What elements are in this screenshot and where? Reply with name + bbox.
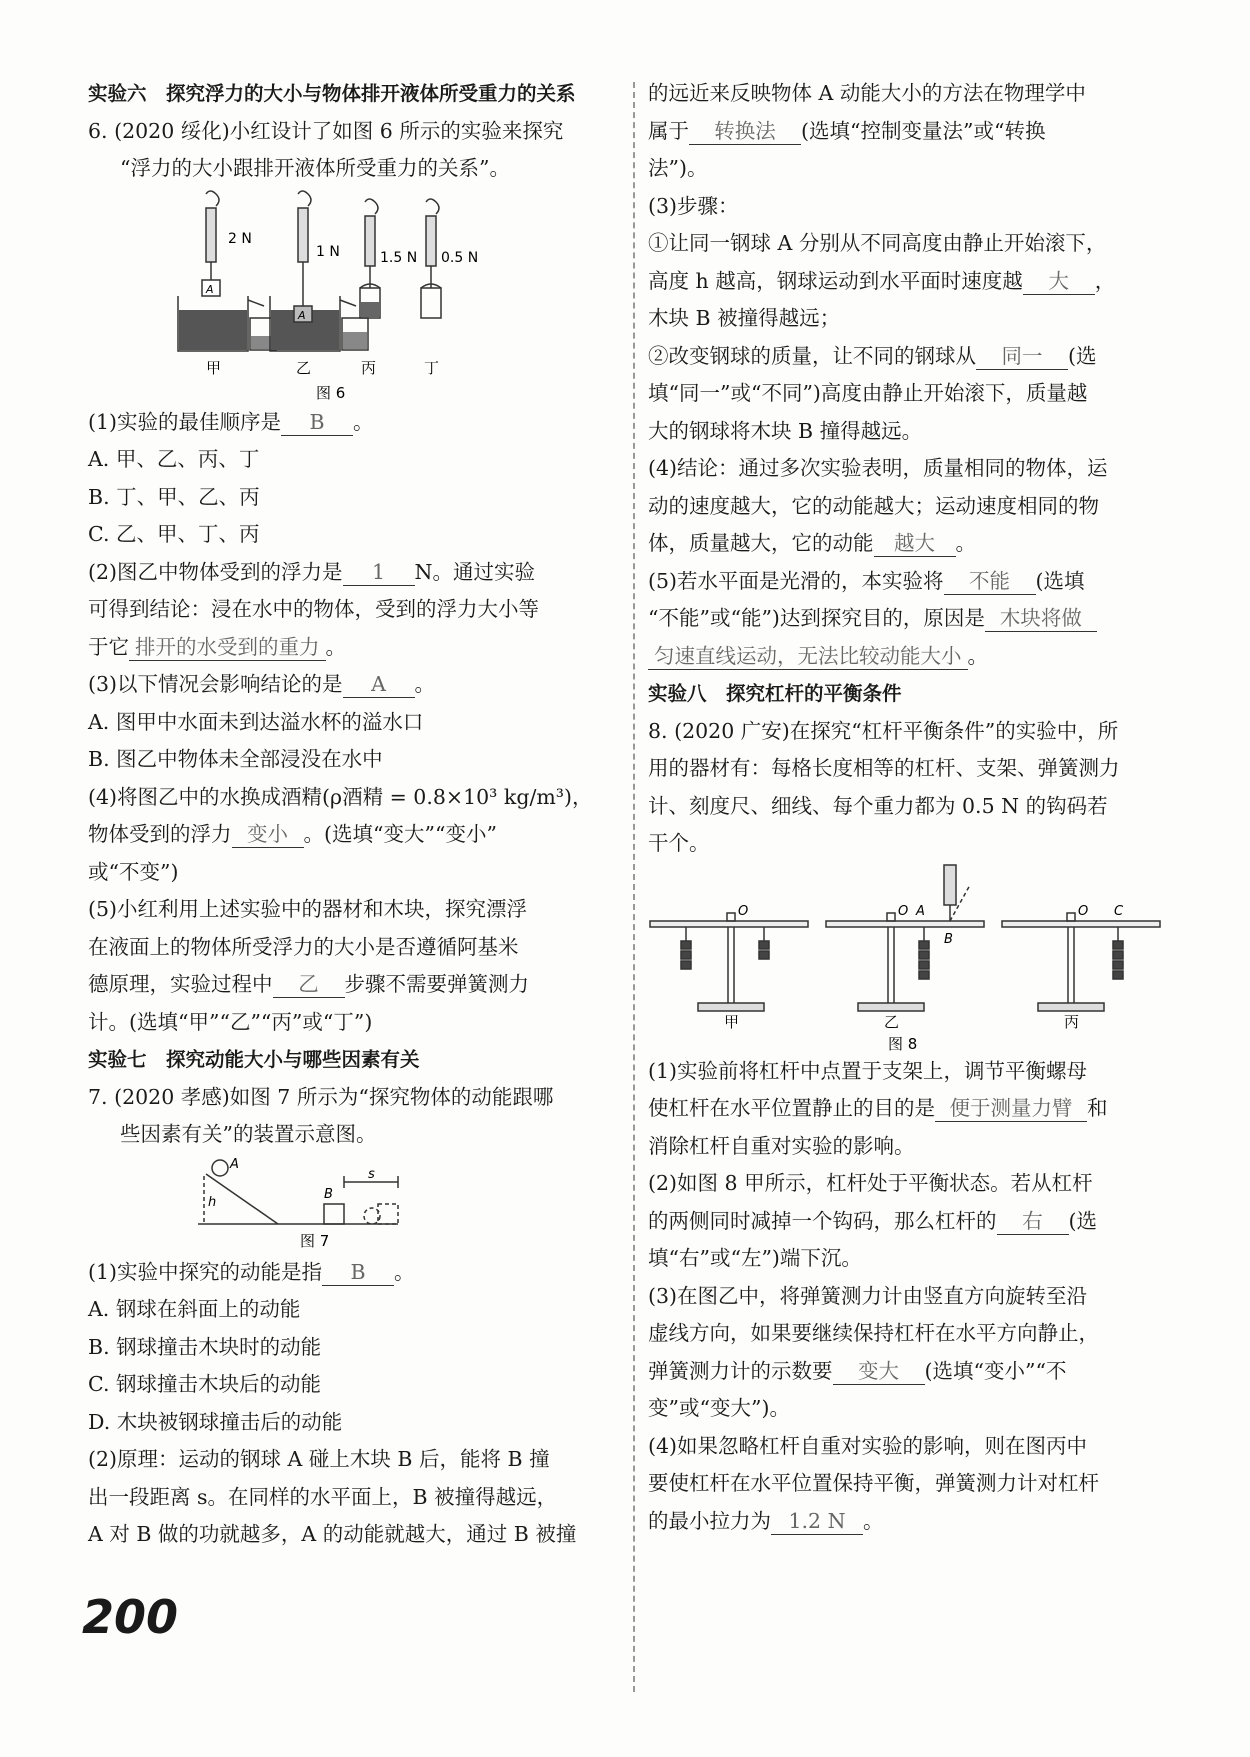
answer-blank: 变小 [232, 821, 304, 848]
question-text: 使杠杆在水平位置静止的目的是 便于测量力臂 和 [648, 1096, 1108, 1120]
figure-8-drawing [648, 863, 1168, 1053]
question-text: (4)如果忽略杠杆自重对实验的影响，则在图丙中 [648, 1433, 1088, 1458]
answer-blank: 木块将做 [985, 605, 1097, 632]
answer-blank: 乙 [273, 971, 345, 998]
question-text: 德原理，实验过程中 乙 步骤不需要弹簧测力 [88, 972, 529, 996]
question-text: 法”)。 [648, 156, 708, 180]
question-text: 填“右”或“左”)端下沉。 [648, 1246, 862, 1270]
question-text: (5)若水平面是光滑的，本实验将 不能 (选填 [648, 568, 1085, 593]
diagram-label: B [324, 1186, 333, 1202]
answer-blank: 不能 [944, 568, 1036, 595]
step-label: 丙 [1064, 1012, 1080, 1031]
question-text: (2)如图 8 甲所示，杠杆处于平衡状态。若从杠杆 [648, 1171, 1093, 1195]
answer-blank: A [343, 671, 415, 698]
question-text: 体，质量越大，它的动能 越大 。 [648, 531, 976, 555]
section-title: 实验七 探究动能大小与哪些因素有关 [88, 1048, 420, 1071]
answer-blank: 越大 [874, 530, 956, 557]
question-text: 或“不变”) [88, 859, 179, 884]
question-text: 8. (2020 广安)在探究“杠杆平衡条件”的实验中，所 [648, 718, 1119, 743]
diagram-label: s [368, 1166, 375, 1182]
answer-blank: 同一 [976, 343, 1068, 370]
question-text: (2)图乙中物体受到的浮力是 1 N。通过实验 [88, 559, 535, 584]
option: B. 丁、甲、乙、丙 [88, 484, 260, 509]
question-text: 虚线方向，如果要继续保持杠杆在水平方向静止， [648, 1321, 1099, 1345]
question-text: 6. (2020 绥化)小红设计了如图 6 所示的实验来探究 [88, 118, 564, 143]
answer-blank: 转换法 [689, 118, 801, 145]
answer-blank: 1.2 N [771, 1508, 863, 1535]
reading-label: 2 N [228, 230, 252, 247]
question-text: (1)实验中探究的动能是指 B 。 [88, 1259, 415, 1284]
question-text: 些因素有关”的装置示意图。 [120, 1122, 377, 1146]
question-text: 变”或“变大”)。 [648, 1396, 790, 1420]
question-text: ①让同一钢球 A 分别从不同高度由静止开始滚下， [648, 231, 1107, 255]
object-label: A [206, 282, 214, 296]
question-text: A 对 B 做的功就越多，A 的动能就越大，通过 B 被撞 [88, 1522, 577, 1546]
point-label: O [738, 903, 749, 919]
section-title: 实验六 探究浮力的大小与物体排开液体所受重力的关系 [88, 82, 576, 105]
answer-blank: B [281, 409, 353, 436]
question-text: 物体受到的浮力 变小 。(选填“变大”“变小” [88, 822, 497, 846]
question-text: (5)小红利用上述实验中的器材和木块，探究漂浮 [88, 897, 528, 921]
figure-caption: 图 8 [888, 1034, 918, 1053]
figure-caption: 图 7 [300, 1231, 330, 1250]
option: C. 乙、甲、丁、丙 [88, 522, 260, 546]
answer-blank: B [322, 1259, 394, 1286]
option: A. 钢球在斜面上的动能 [88, 1297, 301, 1321]
question-text: 消除杠杆自重对实验的影响。 [648, 1133, 915, 1158]
question-text: 的两侧同时减掉一个钩码，那么杠杆的 右 (选 [648, 1208, 1097, 1233]
figure-8 [648, 863, 1168, 1053]
column-divider [633, 82, 635, 1692]
question-text: 的最小拉力为 1.2 N 。 [648, 1508, 884, 1533]
question-text: (1)实验的最佳顺序是 B 。 [88, 409, 374, 434]
question-text: (4)结论：通过多次实验表明，质量相同的物体，运 [648, 456, 1108, 480]
section-title: 实验八 探究杠杆的平衡条件 [648, 682, 902, 705]
question-text: 7. (2020 孝感)如图 7 所示为“探究物体的动能跟哪 [88, 1084, 554, 1109]
step-label: 丁 [424, 358, 440, 377]
question-text: 出一段距离 s。在同样的水平面上，B 被撞得越远， [88, 1484, 558, 1509]
question-text: 的远近来反映物体 A 动能大小的方法在物理学中 [648, 81, 1086, 105]
question-text: (1)实验前将杠杆中点置于支架上，调节平衡螺母 [648, 1058, 1088, 1083]
option: A. 图甲中水面未到达溢水杯的溢水口 [88, 709, 424, 734]
object-label: A [298, 308, 306, 322]
diagram-label: h [208, 1194, 217, 1210]
point-label: B [944, 931, 953, 947]
question-text: 填“同一”或“不同”)高度由静止开始滚下，质量越 [648, 381, 1088, 405]
question-text: 计、刻度尺、细线、每个重力都为 0.5 N 的钩码若 [648, 793, 1108, 818]
figure-7-drawing [88, 1154, 608, 1254]
question-text: 可得到结论：浸在水中的物体，受到的浮力大小等 [88, 597, 539, 621]
option: B. 钢球撞击木块时的动能 [88, 1334, 322, 1359]
step-label: 乙 [884, 1012, 900, 1031]
figure-6-drawing [88, 188, 608, 404]
question-text: (3)在图乙中，将弹簧测力计由竖直方向旋转至沿 [648, 1283, 1088, 1308]
question-text: 弹簧测力计的示数要 变大 (选填“变小”“不 [648, 1358, 1067, 1383]
option: C. 钢球撞击木块后的动能 [88, 1372, 321, 1396]
point-label: C [1114, 903, 1124, 919]
answer-blank: 匀速直线运动，无法比较动能大小 [648, 643, 968, 670]
question-text: 高度 h 越高，钢球运动到水平面时速度越 大 ， [648, 268, 1116, 293]
point-label: O [1078, 903, 1089, 919]
step-label: 丙 [361, 358, 377, 377]
answer-blank: 变大 [833, 1358, 925, 1385]
question-text: “浮力的大小跟排开液体所受重力的关系”。 [120, 156, 510, 180]
question-text: (2)原理：运动的钢球 A 碰上木块 B 后，能将 B 撞 [88, 1447, 550, 1471]
step-label: 甲 [724, 1012, 740, 1031]
step-label: 乙 [296, 358, 312, 377]
reading-label: 0.5 N [441, 249, 479, 266]
question-text: 于它 排开的水受到的重力 。 [88, 634, 346, 659]
figure-6 [88, 188, 608, 404]
question-text: 用的器材有：每格长度相等的杠杆、支架、弹簧测力 [648, 756, 1120, 780]
answer-blank: 1 [343, 559, 415, 586]
question-text: (4)将图乙中的水换成酒精(ρ酒精 = 0.8×10³ kg/m³)， [88, 784, 593, 809]
figure-caption: 图 6 [316, 383, 346, 402]
question-text: (3)步骤： [648, 193, 739, 218]
question-text: 属于 转换法 (选填“控制变量法”或“转换 [648, 118, 1046, 143]
answer-blank: 大 [1023, 268, 1095, 295]
answer-blank: 排开的水受到的重力 [129, 634, 326, 661]
answer-blank: 右 [997, 1208, 1069, 1235]
question-text: 干个。 [648, 831, 710, 855]
page-number: 200 [82, 1590, 179, 1644]
question-text: 在液面上的物体所受浮力的大小是否遵循阿基米 [88, 934, 519, 959]
question-text: 计。(选填“甲”“乙”“丙”或“丁”) [88, 1009, 373, 1034]
question-text: 大的钢球将木块 B 撞得越远。 [648, 418, 923, 443]
question-text: 匀速直线运动，无法比较动能大小 。 [648, 638, 1168, 676]
reading-label: 1 N [316, 243, 340, 260]
question-text: 要使杠杆在水平位置保持平衡，弹簧测力计对杠杆 [648, 1471, 1099, 1495]
point-label: O [898, 903, 909, 919]
step-label: 甲 [206, 358, 222, 377]
point-label: A [916, 903, 925, 919]
option: D. 木块被钢球撞击后的动能 [88, 1409, 343, 1434]
option: B. 图乙中物体未全部浸没在水中 [88, 747, 383, 771]
option: A. 甲、乙、丙、丁 [88, 447, 260, 471]
question-text: “不能”或“能”)达到探究目的，原因是 木块将做 [648, 600, 1168, 638]
diagram-label: A [230, 1156, 239, 1172]
question-text: (3)以下情况会影响结论的是 A 。 [88, 672, 436, 696]
right-column [648, 75, 1168, 1540]
question-text: ②改变钢球的质量，让不同的钢球从 同一 (选 [648, 343, 1097, 368]
answer-blank: 便于测量力臂 [935, 1095, 1087, 1122]
question-text: 动的速度越大，它的动能越大；运动速度相同的物 [648, 493, 1099, 518]
left-column [88, 75, 608, 1554]
question-text: 木块 B 被撞得越远； [648, 306, 841, 330]
reading-label: 1.5 N [380, 249, 418, 266]
figure-7 [88, 1154, 608, 1254]
